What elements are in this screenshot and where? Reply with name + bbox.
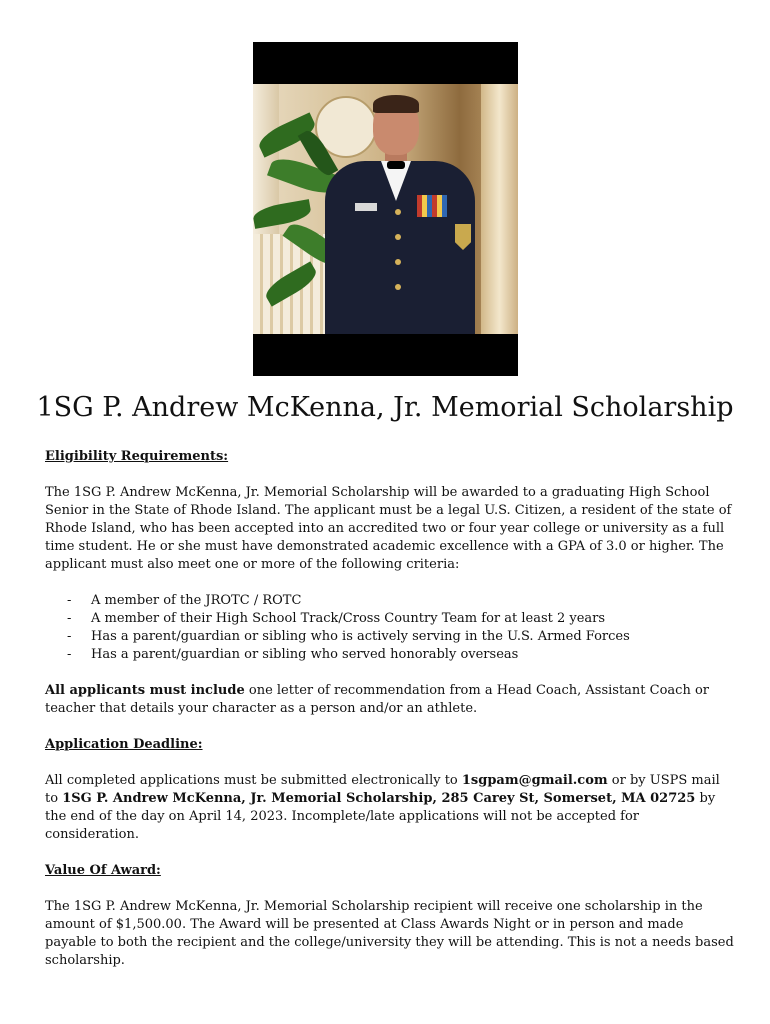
award-paragraph: The 1SG P. Andrew McKenna, Jr. Memorial Scholarship recipient will receive one scholarship in the amount of $1,500.00. The Award will be presented at Class Awards Night or in person and made payable to both the recipient and the college/university they will be attending. This is not a needs based scholarship.: [45, 899, 734, 968]
criteria-text: Has a parent/guardian or sibling who served honorably overseas: [91, 647, 519, 662]
name-badge: [355, 203, 377, 211]
photo-pillar-right: [481, 84, 518, 334]
photo-scene: [253, 84, 518, 334]
deadline-text: or by USPS mail to: [45, 773, 720, 806]
list-dash: -: [67, 593, 72, 608]
criteria-text: Has a parent/guardian or sibling who is actively serving in the U.S. Armed Forces: [91, 629, 630, 644]
deadline-text: by the end of the day on April 14, 2023. Incomplete/late applications will not be accepted for consideration.: [45, 791, 716, 842]
criteria-text: A member of their High School Track/Cross Country Team for at least 2 years: [91, 611, 606, 626]
medal-ribbons: [417, 195, 447, 217]
deadline-text: All completed applications must be submitted electronically to: [45, 773, 462, 788]
uniform-button: [395, 209, 401, 215]
uniform-button: [395, 284, 401, 290]
criteria-list: [45, 592, 735, 664]
award-heading: Value Of Award:: [45, 863, 161, 878]
mailing-address: 1SG P. Andrew McKenna, Jr. Memorial Scholarship, 285 Carey St, Somerset, MA 02725: [62, 791, 696, 806]
list-dash: -: [67, 629, 72, 644]
applicants-text: one letter of recommendation from a Head Coach, Assistant Coach or teacher that details your character as a person and/or an athlete.: [45, 683, 710, 716]
uniform-button: [395, 234, 401, 240]
portrait-photo: [253, 42, 518, 376]
list-dash: -: [67, 647, 72, 662]
list-dash: -: [67, 611, 72, 626]
uniform-button: [395, 259, 401, 265]
eligibility-paragraph: The 1SG P. Andrew McKenna, Jr. Memorial Scholarship will be awarded to a graduating High School Senior in the State of Rhode Island. The applicant must be a legal U.S. Citizen, a resident of the state of Rhode Island, who has been accepted into an accredited two or four year college or university as a full time student. He or she must have demonstrated academic excellence with a GPA of 3.0 or higher. The applicant must also meet one or more of the following criteria:: [45, 485, 732, 572]
deadline-heading: Application Deadline:: [45, 737, 203, 752]
list-item: [45, 628, 735, 646]
list-item: [45, 610, 735, 628]
list-item: [45, 646, 735, 664]
soldier-hair: [373, 95, 419, 113]
list-item: [45, 592, 735, 610]
applicants-paragraph: [45, 682, 735, 718]
bow-tie: [387, 161, 405, 169]
criteria-text: A member of the JROTC / ROTC: [91, 593, 302, 608]
page-title: 1SG P. Andrew McKenna, Jr. Memorial Scholarship: [36, 392, 734, 423]
deadline-paragraph: [45, 772, 735, 844]
contact-email: 1sgpam@gmail.com: [461, 773, 608, 788]
eligibility-heading: Eligibility Requirements:: [45, 449, 229, 464]
soldier-figure: [315, 99, 485, 334]
applicants-bold-text: All applicants must include: [45, 683, 245, 698]
document-body: [45, 448, 735, 970]
